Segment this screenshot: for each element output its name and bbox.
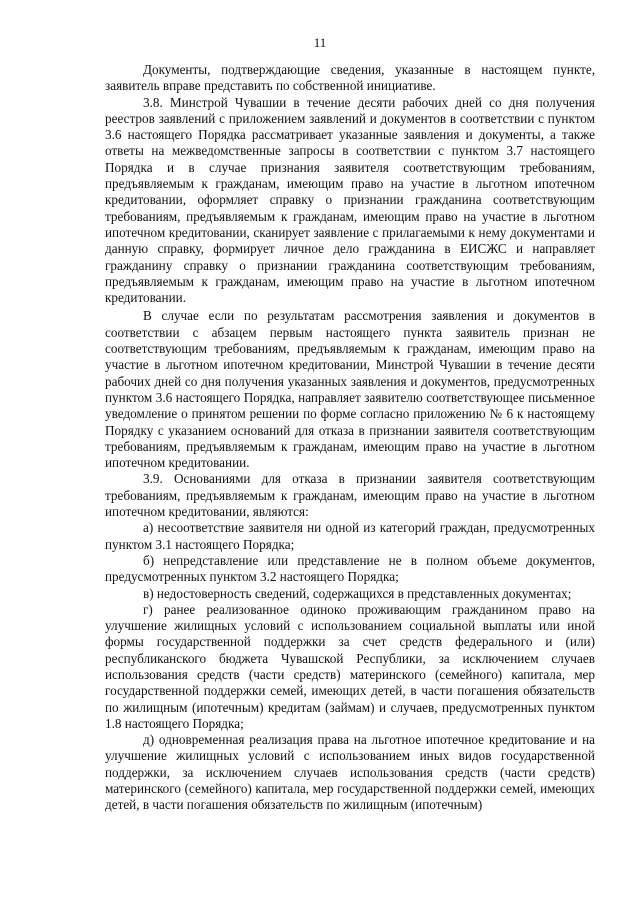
- paragraph-3-8: 3.8. Минстрой Чувашии в течение десяти рабочих дней со дня получения реестров заявлений с приложением заявлений и документов в соответствии с пунктом 3.6 настоящего Порядка рассматривает указанные заявления и документы, а также ответы на межведомственные запросы в соответствии с пунктом 3.7 настоящего Порядка и в случае признания заявителя соответствующим требованиям, предъявляемым к гражданам, имеющим право на участие в льготном ипотечном кредитовании, оформляет справку о признании гражданина соответствующим требованиям, предъявляемым к гражданам, имеющим право на участие в льготном ипотечном кредитовании, сканирует заявление с прилагаемыми к нему документами и данную справку, формирует личное дело гражданина в ЕИСЖС и направляет гражданину справку о признании гражданина соответствующим требованиям, предъявляемым к гражданам, имеющим право на участие в льготном ипотечном кредитовании.: [105, 94, 595, 306]
- paragraph-refusal-case: В случае если по результатам рассмотрения заявления и документов в соответствии с абзацем первым настоящего пункта заявитель признан не соответствующим требованиям, предъявляемым к гражданам, имеющим право на участие в льготном ипотечном кредитовании, Минстрой Чувашии в течение десяти рабочих дней со дня получения указанных заявления и документов, предусмотренных пунктом 3.6 настоящего Порядка, направляет заявителю соответствующее письменное уведомление о принятом решении по форме согласно приложению № 6 к настоящему Порядку с указанием оснований для отказа в признании заявителя соответствующим требованиям, предъявляемым к гражданам, имеющим право на участие в льготном ипотечном кредитовании.: [105, 308, 595, 471]
- paragraph-3-9: 3.9. Основаниями для отказа в признании заявителя соответствующим требованиям, предъявляемым к гражданам, имеющим право на участие в льготном ипотечном кредитовании, являются:: [105, 471, 595, 520]
- list-item-g: г) ранее реализованное одиноко проживающим гражданином право на улучшение жилищных условий с использованием социальной выплаты или иной формы государственной поддержки за счет средств федерального и (или) республиканского бюджета Чувашской Республики, за исключением случаев использования средств (части средств) материнского (семейного) капитала, мер государственной поддержки семей, имеющих детей, в части погашения обязательств по жилищным (ипотечным) кредитам (займам) и случаев, предусмотренных пунктом 1.8 настоящего Порядка;: [105, 601, 595, 731]
- list-item-b: б) непредставление или представление не в полном объеме документов, предусмотренных пунктом 3.2 настоящего Порядка;: [105, 552, 595, 585]
- paragraph-documents-initiative: Документы, подтверждающие сведения, указанные в настоящем пункте, заявитель вправе представить по собственной инициативе.: [105, 62, 595, 94]
- list-item-a: а) несоответствие заявителя ни одной из категорий граждан, предусмотренных пунктом 3.1 настоящего Порядка;: [105, 520, 595, 552]
- page-number: 11: [313, 35, 327, 50]
- document-body: [105, 62, 595, 814]
- list-item-d: д) одновременная реализация права на льготное ипотечное кредитование и на улучшение жилищных условий с использованием иных видов государственной поддержки, за исключением случаев использования средств (части средств) материнского (семейного) капитала, мер государственной поддержки семей, имеющих детей, в части погашения обязательств по жилищным (ипотечным): [105, 732, 595, 813]
- list-item-v: в) недостоверность сведений, содержащихся в представленных документах;: [143, 585, 572, 601]
